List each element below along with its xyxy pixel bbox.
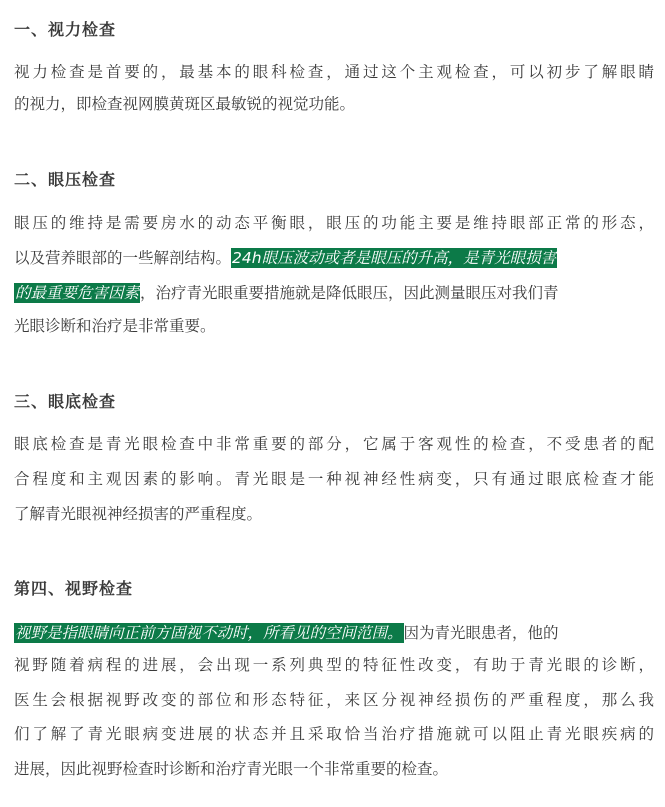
- highlighted-text: 的最重要危害因素: [15, 284, 140, 302]
- paragraph-line: 眼底检查是青光眼检查中非常重要的部分，它属于客观性的检查，不受患者的配: [14, 435, 654, 453]
- highlighted-text: 视野是指眼睛向正前方固视不动时，所看见的空间范围。: [15, 624, 403, 642]
- section-heading-visual-field: 第四、视野检查: [14, 579, 134, 598]
- paragraph-line: [14, 621, 654, 645]
- paragraph-line: [14, 281, 654, 305]
- paragraph-line: 医生会根据视野改变的部位和形态特征，来区分视神经损伤的严重程度，那么我: [14, 691, 654, 709]
- paragraph-text: 因为青光眼患者，他的: [403, 624, 559, 642]
- paragraph-line: 眼压的维持是需要房水的动态平衡眼，眼压的功能主要是维持眼部正常的形态，: [14, 214, 654, 232]
- section-heading-vision: 一、视力检查: [14, 20, 117, 39]
- paragraph-line: 进展，因此视野检查时诊断和治疗青光眼一个非常重要的检查。: [14, 760, 449, 778]
- paragraph-line: 的视力，即检查视网膜黄斑区最敏锐的视觉功能。: [14, 95, 356, 113]
- paragraph-line: 光眼诊断和治疗是非常重要。: [14, 317, 216, 335]
- paragraph-line: 视野随着病程的进展，会出现一系列典型的特征性改变，有助于青光眼的诊断，: [14, 656, 654, 674]
- paragraph-line: 了解青光眼视神经损害的严重程度。: [14, 505, 263, 523]
- paragraph-line: [14, 246, 654, 270]
- highlighted-text: 24h眼压波动或者是眼压的升高，是青光眼损害: [232, 249, 557, 267]
- paragraph-text: 以及营养眼部的一些解剖结构。: [14, 249, 232, 267]
- paragraph-text: ，治疗青光眼重要措施就是降低眼压，因此测量眼压对我们青: [140, 284, 559, 302]
- paragraph-line: 视力检查是首要的，最基本的眼科检查，通过这个主观检查，可以初步了解眼睛: [14, 63, 654, 81]
- section-heading-fundus: 三、眼底检查: [14, 392, 117, 411]
- paragraph-line: 们了解了青光眼病变进展的状态并且采取恰当治疗措施就可以阻止青光眼疾病的: [14, 725, 654, 743]
- paragraph-line: 合程度和主观因素的影响。青光眼是一种视神经性病变，只有通过眼底检查才能: [14, 470, 654, 488]
- section-heading-iop: 二、眼压检查: [14, 170, 117, 189]
